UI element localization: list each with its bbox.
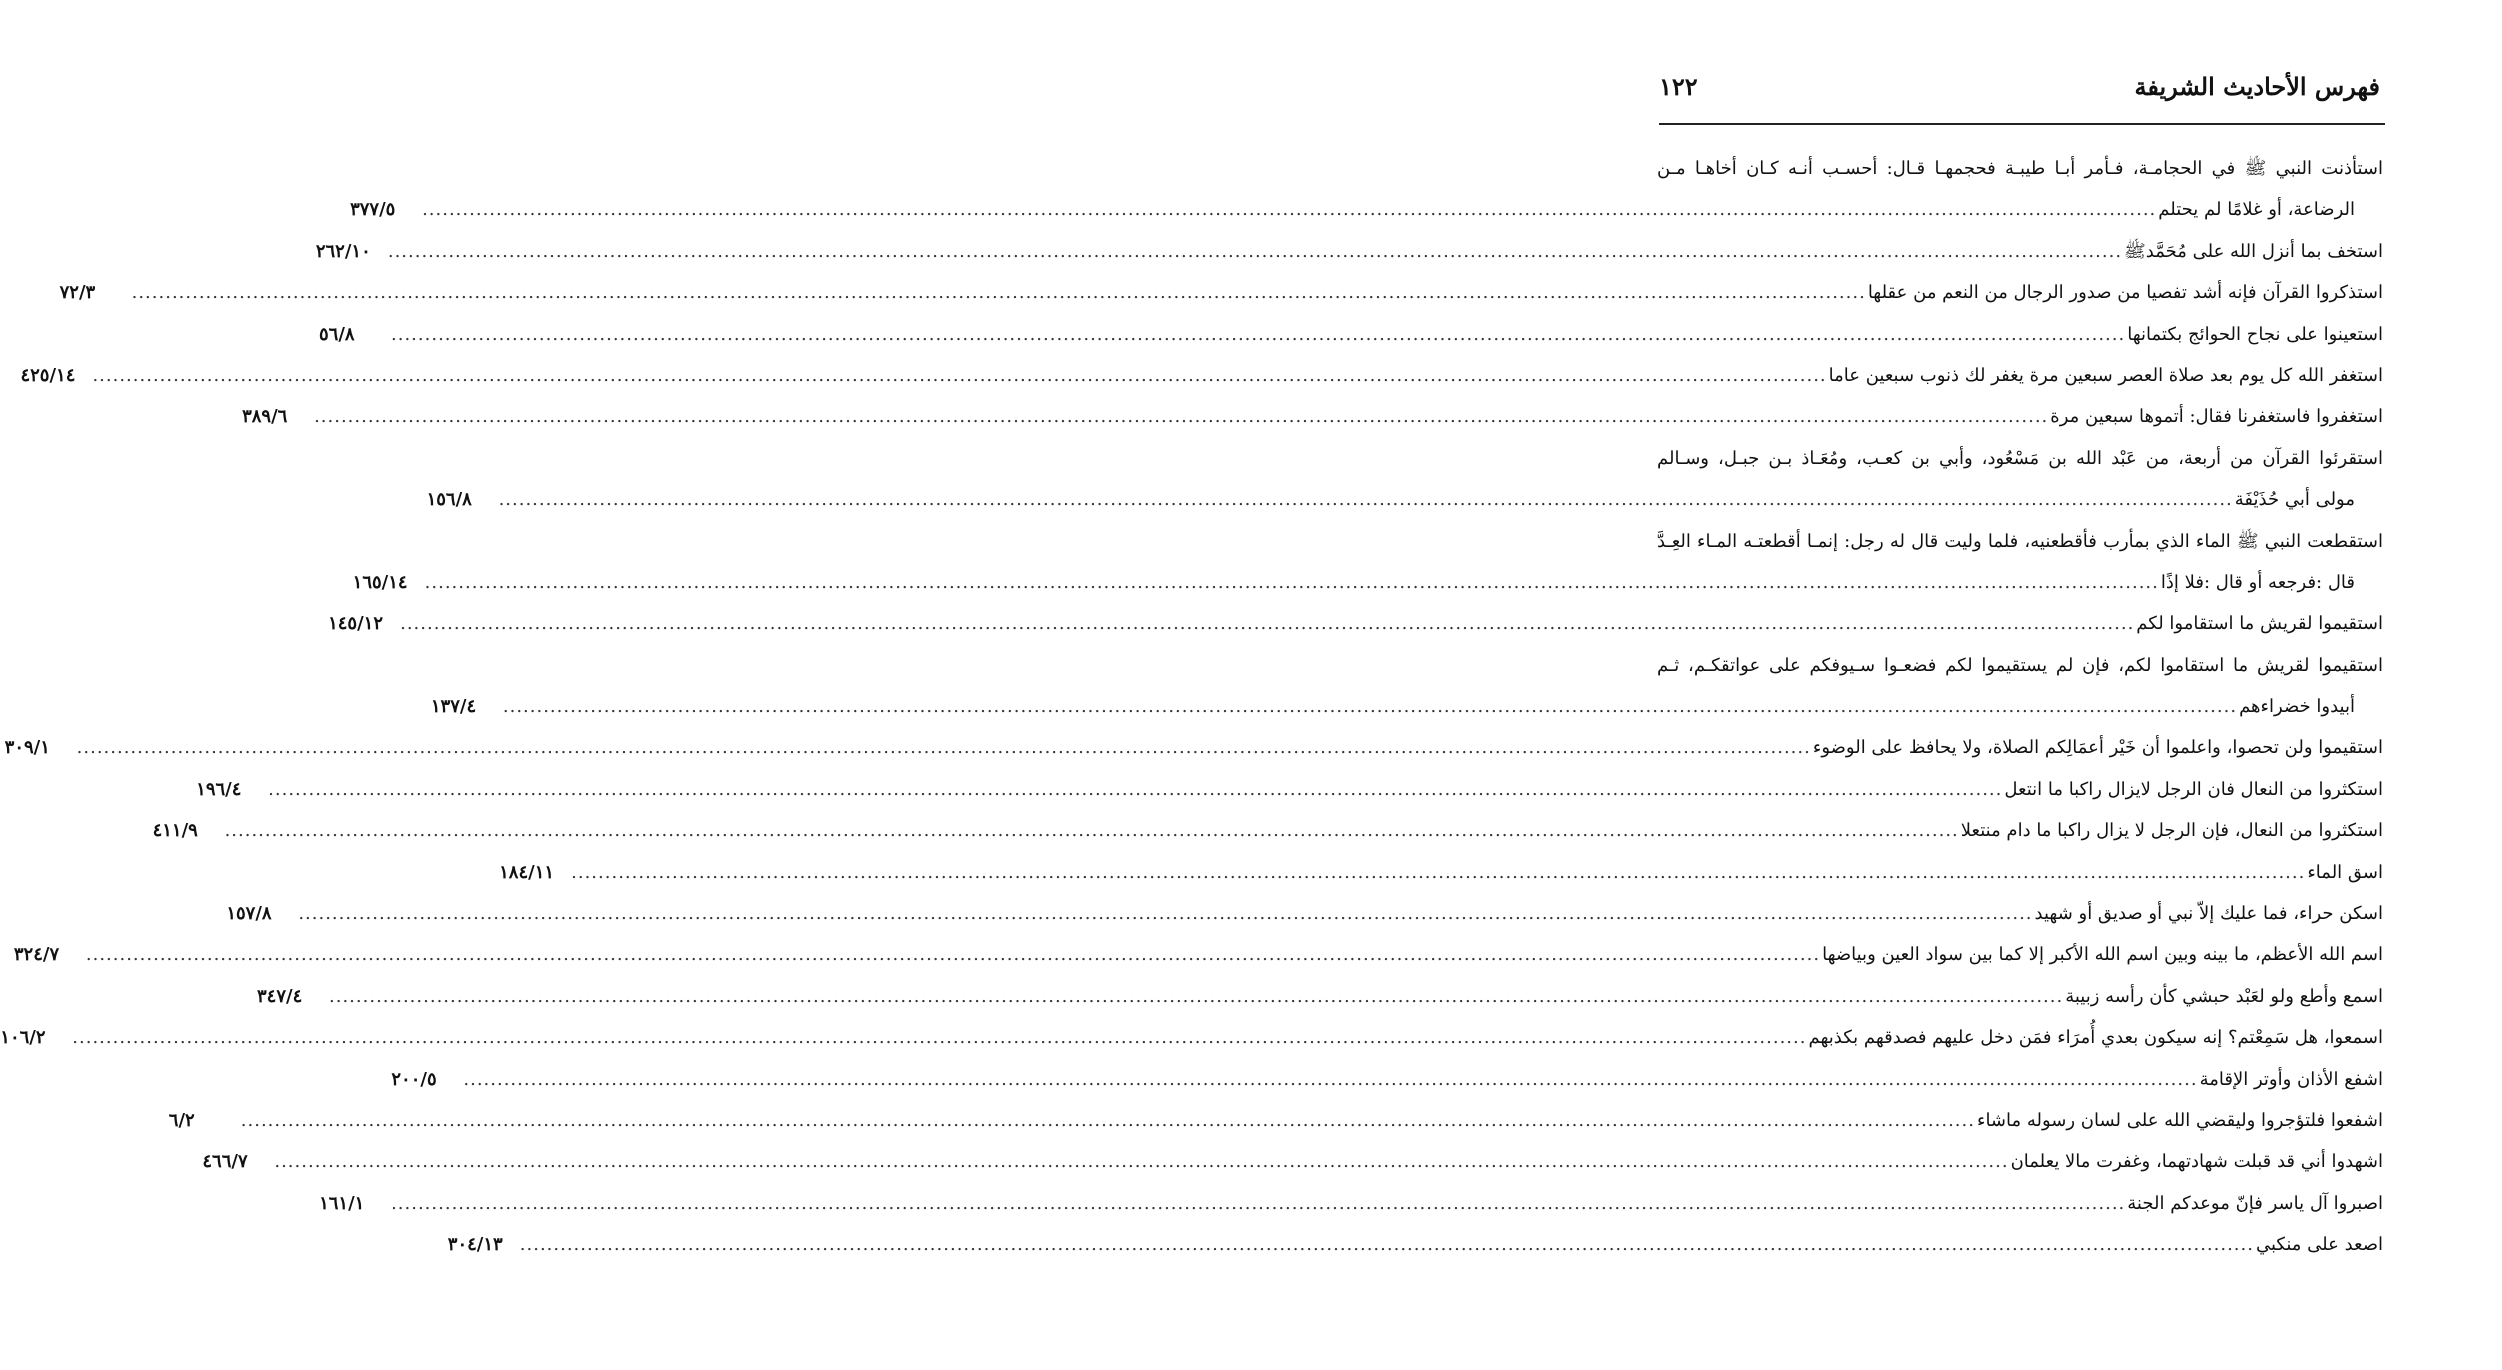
entry-last-line — [152, 810, 2383, 851]
dot-leader — [86, 934, 1820, 975]
index-entry — [152, 810, 2383, 851]
volume-page-reference: ٢٦٢/١٠ — [315, 240, 371, 262]
volume-page-reference: ١٨٤/١١ — [499, 861, 555, 883]
entry-text: استذكروا القرآن فإنه أشد تفصيا من صدور الرجال من النعم من عقلها — [1867, 282, 2383, 304]
entry-text: اشهدوا أني قد قبلت شهادتهما، وغفرت مالا يعلمان — [2010, 1151, 2383, 1173]
entry-last-line — [202, 1141, 2383, 1182]
index-entry — [391, 1059, 2383, 1100]
volume-page-reference: ٣٠٤/١٣ — [447, 1234, 503, 1256]
dot-leader — [400, 603, 2134, 644]
entry-last-line — [0, 1017, 2383, 1058]
index-entry — [319, 314, 2383, 355]
page-title: فهرس الأحاديث الشريفة — [2134, 72, 2380, 101]
page-number: ١٢٢ — [1659, 72, 1698, 101]
entry-last-line — [430, 686, 2383, 727]
volume-page-reference: ١٩٦/٤ — [196, 778, 242, 800]
index-entry — [315, 231, 2383, 272]
dot-leader — [422, 189, 2156, 230]
dot-leader — [329, 976, 2063, 1017]
dot-leader — [268, 769, 2002, 810]
entry-text-line: استقرئوا القرآن من أربعة، من عَبْد الله بن مَسْعُود، وأبي بن كعـب، ومُعَـاذ بـن جبـل، وسـالم — [1657, 447, 2383, 469]
entry-text: اصبروا آل ياسر فإنّ موعدكم الجنة — [2127, 1192, 2383, 1214]
index-entry — [13, 934, 2383, 975]
dot-leader — [463, 1059, 2197, 1100]
entry-text: قال :فرجعه أو قال :فلا إذًا — [2160, 571, 2355, 593]
entry-text: اصعد على منكبي — [2255, 1234, 2383, 1256]
volume-page-reference: ٣٤٧/٤ — [257, 985, 303, 1007]
entry-last-line — [226, 893, 2383, 934]
entry-text: الرضاعة، أو غلامًا لم يحتلم — [2158, 199, 2355, 221]
entry-last-line — [352, 562, 2383, 603]
entry-text: استكثروا من النعال، فإن الرجل لا يزال راكبا ما دام منتعلا — [1960, 820, 2383, 842]
volume-page-reference: ٧٢/٣ — [59, 282, 96, 304]
dot-leader — [571, 852, 2305, 893]
entry-last-line — [196, 769, 2383, 810]
index-entry — [226, 893, 2383, 934]
entry-text: اسق الماء — [2307, 861, 2383, 883]
volume-page-reference: ٣٧٧/٥ — [350, 199, 396, 221]
volume-page-reference: ٤٦٦/٧ — [202, 1151, 248, 1173]
entry-text: اسكن حراء، فما عليك إلاّ نبي أو صديق أو شهيد — [2034, 903, 2383, 925]
entry-text: استغفر الله كل يوم بعد صلاة العصر سبعين مرة يغفر لك ذنوب سبعين عاما — [1828, 364, 2383, 386]
volume-page-reference: ١٦٥/١٤ — [352, 571, 408, 593]
dot-leader — [425, 562, 2159, 603]
dot-leader — [391, 314, 2125, 355]
index-entry — [0, 1017, 2383, 1058]
index-entry — [350, 148, 2383, 231]
entry-last-line — [391, 1059, 2383, 1100]
entry-text: اسم الله الأعظم، ما بينه وبين اسم الله الأكبر إلا كما بين سواد العين وبياضها — [1822, 944, 2383, 966]
dot-leader — [241, 1100, 1975, 1141]
entry-text: استكثروا من النعال فان الرجل لايزال راكبا ما انتعل — [2004, 778, 2383, 800]
dot-leader — [72, 1017, 1806, 1058]
dot-leader — [503, 686, 2237, 727]
entry-last-line — [426, 479, 2383, 520]
entry-last-line — [328, 603, 2383, 644]
entry-last-line — [319, 314, 2383, 355]
index-entry — [242, 396, 2383, 437]
volume-page-reference: ١٣٧/٤ — [430, 696, 477, 718]
entry-text: مولى أبي حُذَيْفَة — [2234, 489, 2355, 511]
entry-text: اشفع الأذان وأوتر الإقامة — [2199, 1068, 2383, 1090]
volume-page-reference: ٣٢٤/٧ — [13, 944, 60, 966]
entry-text: اسمع وأطع ولو لعَبْد حبشي كأن رأسه زبيبة — [2065, 985, 2383, 1007]
index-entry — [426, 438, 2383, 521]
entry-text: اسمعوا، هل سَمِعْتم؟ إنه سيكون بعدي أُمرَاء فمَن دخل عليهم فصدقهم بكذبهم — [1808, 1027, 2383, 1049]
header-divider — [1659, 123, 2385, 125]
index-entry — [4, 727, 2383, 768]
entry-last-line — [350, 189, 2383, 230]
entry-last-line — [168, 1100, 2383, 1141]
volume-page-reference: ١٥٦/٨ — [426, 489, 472, 511]
dot-leader — [274, 1141, 2008, 1182]
volume-page-reference: ١٠٦/٢ — [0, 1027, 46, 1049]
volume-page-reference: ٤١١/٩ — [152, 820, 198, 842]
volume-page-reference: ١٤٥/١٢ — [328, 613, 384, 635]
index-entry — [328, 603, 2383, 644]
dot-leader — [391, 1183, 2125, 1224]
index-entry — [352, 521, 2383, 604]
entry-text: استعينوا على نجاح الحوائج بكتمانها — [2127, 323, 2383, 345]
dot-leader — [314, 396, 2048, 437]
hadith-index-list — [0, 148, 2383, 1266]
volume-page-reference: ٢٠٠/٥ — [391, 1068, 437, 1090]
index-entry — [430, 645, 2383, 728]
entry-last-line — [20, 355, 2383, 396]
entry-last-line — [319, 1183, 2383, 1224]
page-header — [1655, 70, 2388, 110]
entry-last-line — [447, 1224, 2383, 1265]
dot-leader — [132, 272, 1866, 313]
dot-leader — [225, 810, 1959, 851]
entry-last-line — [242, 396, 2383, 437]
volume-page-reference: ٤٢٥/١٤ — [20, 364, 76, 386]
volume-page-reference: ٦/٢ — [168, 1109, 195, 1131]
volume-page-reference: ٣٨٩/٦ — [242, 406, 288, 428]
volume-page-reference: ١٦١/١ — [319, 1192, 365, 1214]
entry-text: استقيموا ولن تحصوا، واعلموا أن خَيْر أعمَالِكم الصلاة، ولا يحافظ على الوضوء — [1812, 737, 2383, 759]
index-entry — [202, 1141, 2383, 1182]
dot-leader — [298, 893, 2032, 934]
entry-text: استقيموا لقريش ما استقاموا لكم — [2136, 613, 2383, 635]
entry-text: استغفروا فاستغفرنا فقال: أتموها سبعين مرة — [2050, 406, 2383, 428]
entry-text: استخف بما أنزل الله على مُحَمَّدﷺ — [2124, 240, 2383, 262]
dot-leader — [388, 231, 2122, 272]
dot-leader — [77, 727, 1811, 768]
index-entry — [20, 355, 2383, 396]
volume-page-reference: ٣٠٩/١ — [4, 737, 50, 759]
volume-page-reference: ١٥٧/٨ — [226, 903, 272, 925]
entry-text: أبيدوا خضراءهم — [2239, 696, 2355, 718]
index-entry — [499, 852, 2383, 893]
index-entry — [196, 769, 2383, 810]
index-entry — [59, 272, 2383, 313]
entry-last-line — [13, 934, 2383, 975]
index-entry — [168, 1100, 2383, 1141]
index-entry — [257, 976, 2383, 1017]
dot-leader — [92, 355, 1826, 396]
entry-last-line — [257, 976, 2383, 1017]
entry-last-line — [59, 272, 2383, 313]
index-entry — [447, 1224, 2383, 1265]
dot-leader — [520, 1224, 2254, 1265]
dot-leader — [499, 479, 2233, 520]
entry-last-line — [499, 852, 2383, 893]
volume-page-reference: ٥٦/٨ — [319, 323, 355, 345]
entry-last-line — [4, 727, 2383, 768]
entry-last-line — [315, 231, 2383, 272]
entry-text-line: استقيموا لقريش ما استقاموا لكم، فإن لم يستقيموا لكم فضعـوا سـيوفكم على عواتقكـم، ثـم — [1657, 654, 2383, 676]
entry-text: اشفعوا فلتؤجروا وليقضي الله على لسان رسوله ماشاء — [1976, 1109, 2383, 1131]
entry-text-line: استقطعت النبي ﷺ الماء الذي بمأرب فأقطعنيه، فلما وليت قال له رجل: إنمـا أقطعتـه المـاء العِـدَّ — [1657, 530, 2383, 552]
entry-text-line: استأذنت النبي ﷺ في الحجامـة، فـأمر أبـا طيبـة فحجمهـا قـال: أحسـب أنـه كـان أخاهـا مـن — [1657, 158, 2383, 179]
index-entry — [319, 1183, 2383, 1224]
